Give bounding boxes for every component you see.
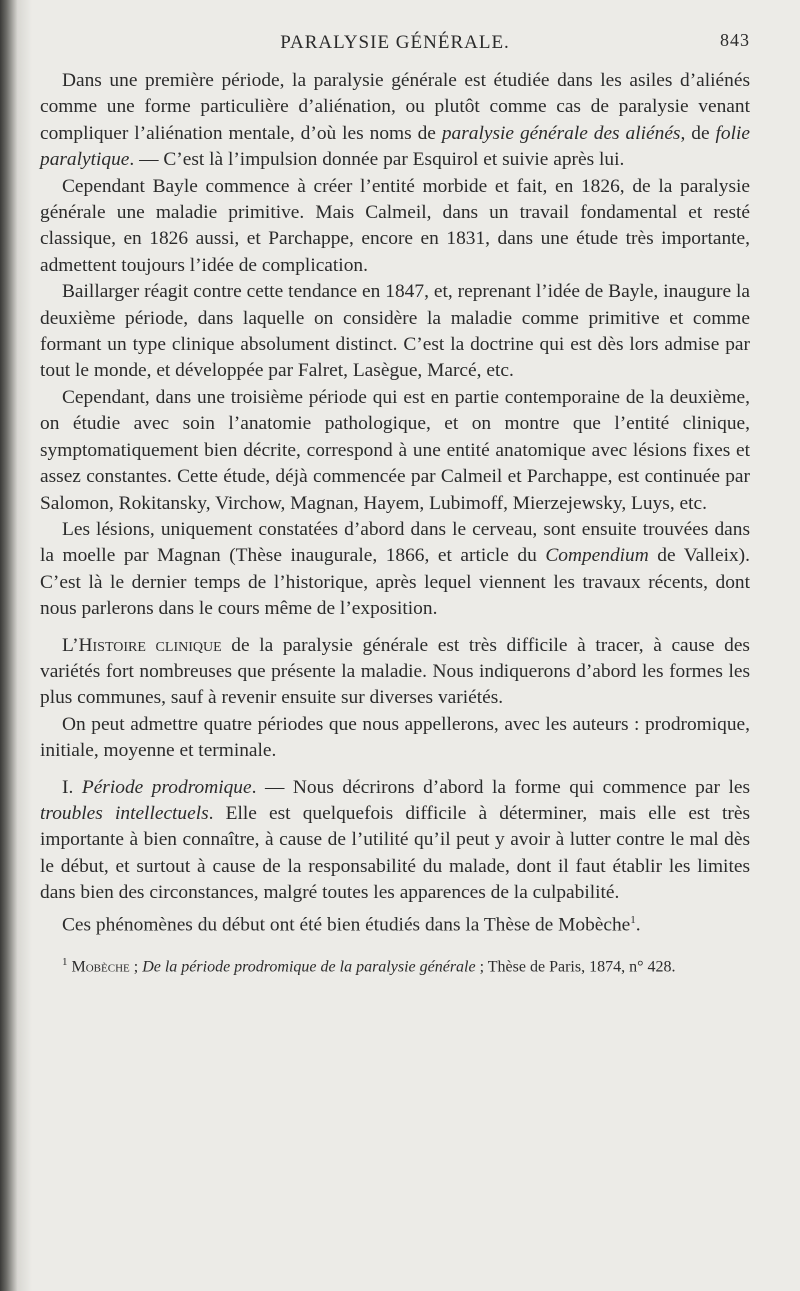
body-text (40, 68, 750, 938)
paragraph (40, 385, 750, 517)
book-page (40, 28, 750, 978)
paragraph (40, 174, 750, 280)
text-run: I. (62, 776, 82, 798)
italic-text: paralysie générale des aliénés (441, 122, 681, 144)
page-gutter (18, 0, 32, 1291)
text-run: Ces phénomènes du début ont été bien étudiés dans la Thèse de Mobèche (62, 914, 631, 936)
text-run: de la paralysie générale est très difficile à tracer, à cause des variétés fort nombreuses que présente la maladie. Nous indiquerons d’abord les formes les plus communes, sauf à revenir ensuite sur diverses variétés. (40, 634, 750, 709)
footnote-text (40, 952, 750, 977)
text-run: Dans une première période, la paralysie générale est étudiée dans les asiles d’aliénés comme une forme particulière d’aliénation, ou plutôt comme cas de paralysie venant compliquer l’aliénation mentale, d’où les noms de (40, 70, 750, 144)
paragraph (40, 907, 750, 939)
text-run: , de (680, 122, 716, 144)
text-run: . Elle est quelquefois difficile à déterminer, mais elle est très importante à bien connaître, à cause de l’utilité qu’il peut y avoir à lutter contre le mal dès le début, et surtout à cause de la responsabilité du malade, dont il faut établir les limites dans bien des circonstances, malgré toutes les apparences de la culpabilité. (40, 802, 750, 904)
italic-text: folie paralytique (40, 122, 750, 171)
text-run: On peut admettre quatre périodes que nous appellerons, avec les auteurs : prodromique, initiale, moyenne et terminale. (40, 713, 750, 762)
paragraph (40, 712, 750, 765)
paragraph (40, 279, 750, 385)
paragraph (40, 633, 750, 712)
text-run: Cependant, dans une troisième période qui est en partie contemporaine de la deuxième, on étudie avec soin l’anatomie pathologique, et on montre que l’entité clinique, symptomatiquement bien décrite, correspond à une entité anatomique avec lésions fixes et assez constantes. Cette étude, déjà commencée par Calmeil et Parchappe, est continuée par Salomon, Rokitansky, Virchow, Magnan, Hayem, Lubimoff, Mierzejewsky, Luys, etc. (40, 386, 750, 514)
paragraph (40, 775, 750, 907)
text-run: Baillarger réagit contre cette tendance en 1847, et, reprenant l’idée de Bayle, inaugure la deuxième période, dans laquelle on considère la maladie comme primitive et comme formant un type clinique absolument distinct. C’est la doctrine qui est dès lors admise par tout le monde, et développée par Falret, Lasègue, Marcé, etc. (40, 281, 750, 382)
footnote-marker: 1 (630, 913, 636, 926)
text-run: ; (129, 958, 143, 976)
italic-text: De la période prodromique de la paralysie générale (142, 958, 476, 976)
paragraph (40, 68, 750, 174)
footnote-marker: 1 (62, 956, 68, 969)
text-run: . — Nous décrirons d’abord la forme qui commence par les (251, 776, 750, 798)
text-run: Cependant Bayle commence à créer l’entité morbide et fait, en 1826, de la paralysie générale une maladie primitive. Mais Calmeil, dans un travail fondamental et resté classique, en 1826 aussi, et Parchappe, encore en 1831, dans une étude très importante, admettent toujours l’idée de complication. (40, 175, 750, 276)
book-spine-shadow (0, 0, 18, 1291)
text-run: L’Histoire clinique (62, 634, 222, 656)
text-run: Les lésions, uniquement constatées d’abord dans le cerveau, sont ensuite trouvées dans la moelle par Magnan (Thèse inaugurale, 1866, et article du (40, 518, 750, 567)
footnote (40, 952, 750, 977)
page-number: 843 (720, 30, 750, 50)
text-run: . — C’est là l’impulsion donnée par Esquirol et suivie après lui. (129, 149, 625, 171)
text-run: Mobèche (71, 958, 130, 976)
text-run: ; Thèse de Paris, 1874, n° 428. (475, 958, 676, 976)
text-run: de Valleix). C’est là le dernier temps de l’historique, après lequel viennent les travaux récents, dont nous parlerons dans le cours même de l’exposition. (40, 545, 750, 620)
italic-text: troubles intellectuels (40, 802, 209, 824)
text-run: . (635, 914, 641, 936)
running-title: PARALYSIE GÉNÉRALE. (280, 32, 510, 53)
paragraph (40, 517, 750, 623)
running-header (40, 28, 750, 62)
italic-text: Période prodromique (81, 776, 252, 798)
italic-text: Compendium (545, 545, 649, 567)
